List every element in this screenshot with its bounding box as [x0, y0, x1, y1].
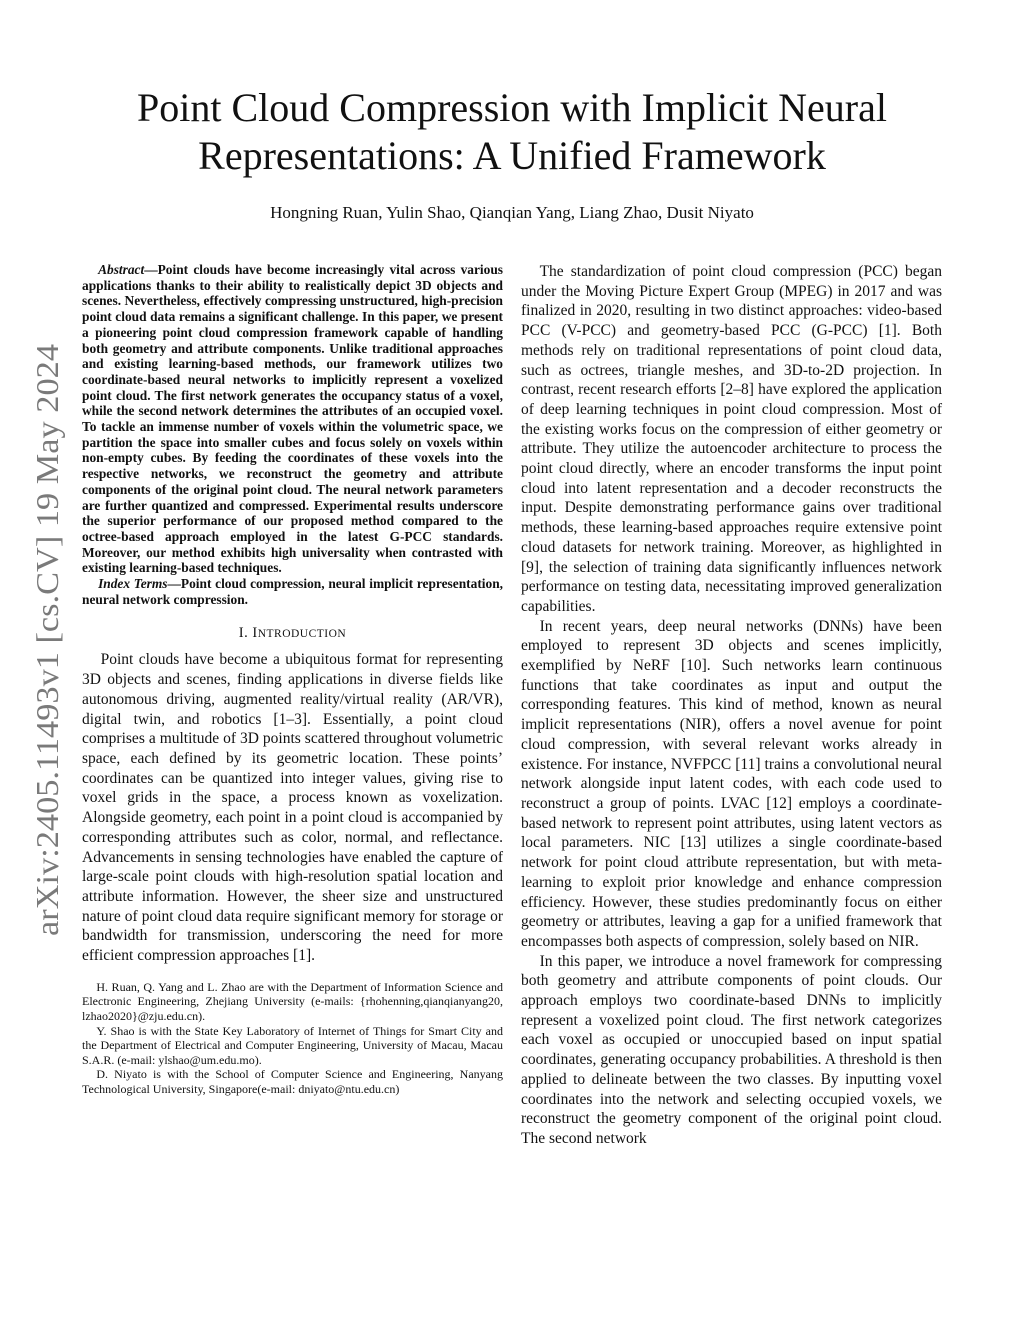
section-number: I. — [238, 625, 249, 642]
section-title-rest: NTRODUCTION — [257, 628, 347, 641]
abstract — [82, 262, 503, 576]
left-column — [82, 262, 503, 1096]
index-terms — [82, 576, 503, 607]
title-line-1: Point Cloud Compression with Implicit Neural — [137, 85, 887, 130]
author-list: Hongning Ruan, Yulin Shao, Qianqian Yang, Liang Zhao, Dusit Niyato — [270, 203, 754, 222]
footnote-3: D. Niyato is with the School of Computer Science and Engineering, Nanyang Technological University, Singapore(e-mail: dniyato@ntu.edu.cn) — [82, 1067, 503, 1096]
right-paragraph-1: The standardization of point cloud compression (PCC) began under the Moving Picture Expert Group (MPEG) in 2017 and was finalized in 2020, resulting in two distinct approaches: video-based PCC (V-PCC) and geometry-based PCC (G-PCC) [1]. Both methods rely on traditional representations of point cloud data, such as octrees, triangle meshes, and 3D-to-2D projection. In contrast, recent research efforts [2–8] have explored the application of deep learning techniques in point cloud compression. Most of the existing works focus on the compression of either geometry or attribute. They utilize the autoencoder architecture to process the point cloud directly, where an encoder transforms the input point cloud into latent representation and a decoder reconstructs the input. Despite demonstrating performance gains over traditional methods, these learning-based approaches require extensive point cloud datasets for network training. Moreover, as highlighted in [9], the selection of training data significantly influences network performance on testing data, necessitating improved generalization capabilities. — [521, 263, 942, 615]
abstract-text: —Point clouds have become increasingly vital across various applications thanks to their ability to realistically depict 3D objects and scenes. Nevertheless, effectively compressing unstructured, high-precision point cloud data remains a significant challenge. In this paper, we present a pioneering point cloud compression framework capable of handling both geometry and attribute components. Unlike traditional approaches and existing learning-based methods, our framework utilizes two coordinate-based neural networks to implicitly represent a voxelized point cloud. The first network generates the occupancy status of a voxel, while the second network determines the attributes of an occupied voxel. To tackle an immense number of voxels within the volumetric space, we partition the space into smaller cubes and focus solely on voxels within non-empty cubes. By feeding the coordinates of these voxels into the respective networks, we reconstruct the geometry and attribute components of the original point cloud. The neural network parameters are further quantized and compressed. Experimental results underscore the superior performance of our proposed method compared to the octree-based approach employed in the latest G-PCC standards. Moreover, our method exhibits high universality when contrasted with existing learning-based techniques. — [82, 262, 503, 576]
index-terms-text: —Point cloud compression, neural implicit representation, neural network compression. — [82, 576, 503, 607]
paper-title — [96, 84, 928, 180]
index-terms-label: Index Terms — [98, 576, 168, 592]
footnote-1: H. Ruan, Q. Yang and L. Zhao are with the Department of Information Science and Electronic Engineering, Zhejiang University (e-mails: {rhohenning,qianqianyang20, lzhao2020}@zju.edu.cn). — [82, 979, 503, 1023]
right-paragraph-2: In recent years, deep neural networks (DNNs) have been employed to represent 3D objects and scenes implicitly, exemplified by NeRF [10]. Such networks learn continuous functions that take coordinates as input and output the corresponding features. This kind of method, known as neural implicit representations (NIR), offers a novel avenue for point cloud compression, with several relevant works already in existence. For instance, NVFPCC [11] trains a convolutional neural network alongside input latent codes, with each code used to reconstruct a group of points. LVAC [12] employs a coordinate-based network to represent point attributes, using latent vectors as local parameters. NIC [13] utilizes a single coordinate-based network for point cloud attribute representation, but with meta-learning to exploit prior knowledge and enhance compression efficiency. However, these studies predominantly focus on either geometry or attributes, leaving a gap for a unified framework that encompasses both aspects of compression, solely based on NIR. — [521, 617, 942, 950]
right-paragraph-3: In this paper, we introduce a novel framework for compressing both geometry and attribute components of point clouds. Our approach employs two coordinate-based DNNs to implicitly represent a voxelized point cloud. The first network categorizes each voxel as occupied or unoccupied based on input spatial coordinates, generating occupancy probabilities. A threshold is then applied to delineate between the two classes. By inputting voxel coordinates into the network and selecting occupied voxels, we reconstruct the geometry component of the original point cloud. The second network — [521, 952, 942, 1147]
section-title-first: I — [252, 625, 258, 642]
arxiv-identifier — [20, 340, 72, 940]
section-heading-introduction — [82, 625, 503, 642]
intro-paragraph-1: Point clouds have become a ubiquitous format for representing 3D objects and scenes, finding applications in diverse fields like autonomous driving, augmented reality/virtual reality (AR/VR), digital twin, and robotics [1–3]. Essentially, a point cloud comprises a multitude of 3D points scattered throughout volumetric space, each defined by its geometric location. These points’ coordinates can be quantized into integer values, giving rise to voxel grids in the space, a process known as voxelization. Alongside geometry, each point in a point cloud is accompanied by corresponding attributes such as color, normal, and reflectance. Advancements in sensing technologies have enabled the capture of large-scale point clouds with high-resolution spatial location and attribute information. However, the sheer size and unstructured nature of point cloud data require significant memory for storage or bandwidth for transmission, underscoring the need for more efficient compression approaches [1]. — [82, 651, 503, 965]
abstract-label: Abstract — [98, 262, 145, 277]
affiliation-footnotes — [82, 980, 503, 1097]
arxiv-id-text: arXiv:2405.11493v1 [cs.CV] 19 May 2024 — [30, 392, 65, 936]
right-column — [521, 262, 942, 1149]
title-line-2: Representations: A Unified Framework — [198, 133, 826, 178]
footnote-2: Y. Shao is with the State Key Laboratory of Internet of Things for Smart City and the Department of Electrical and Computer Engineering, University of Macau, Macau S.A.R. (e-mail: ylshao@um.edu.mo). — [82, 1023, 503, 1067]
